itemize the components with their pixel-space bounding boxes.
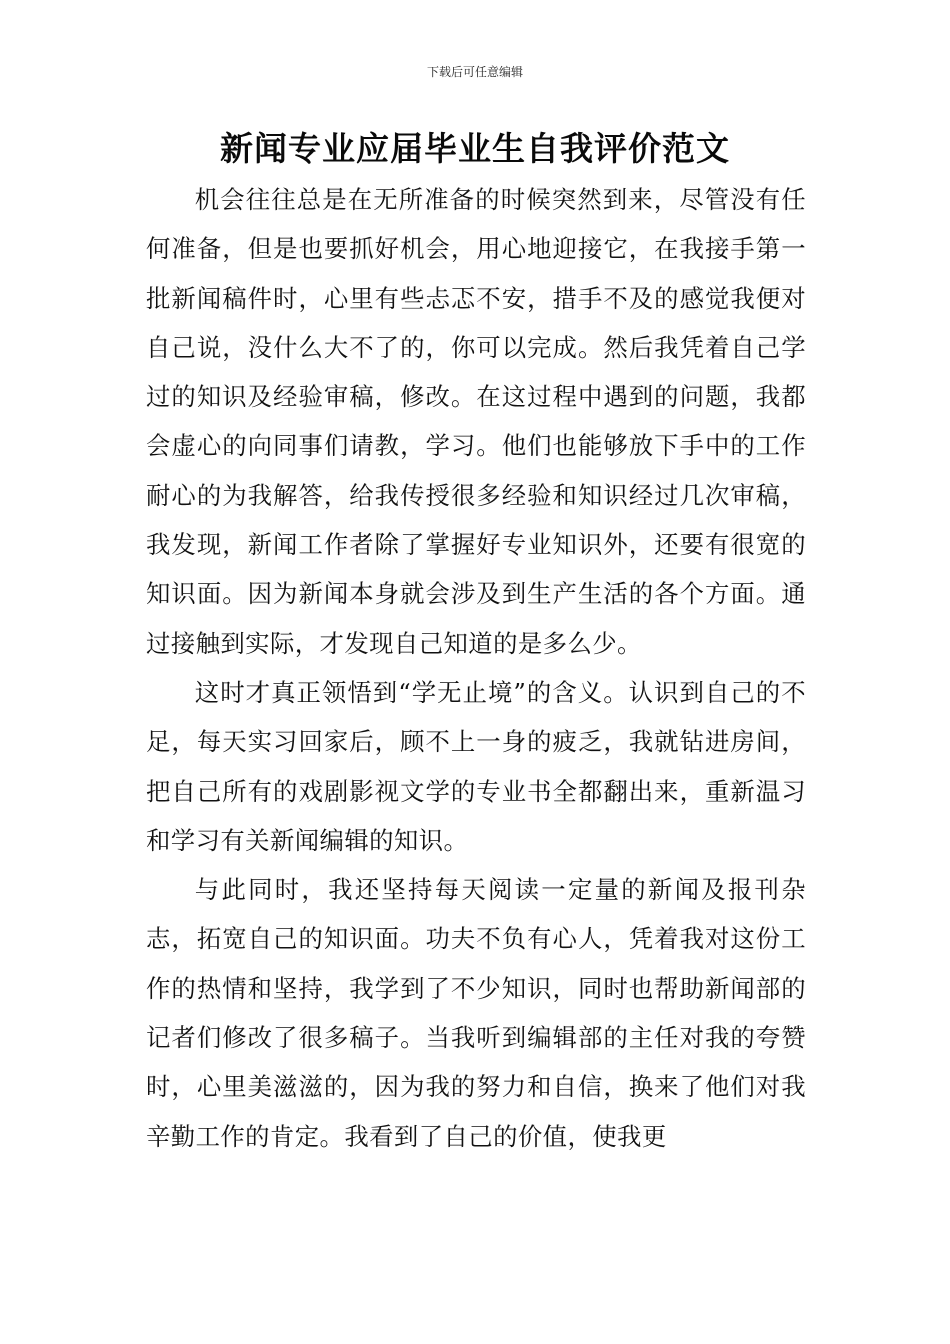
document-title: 新闻专业应届毕业生自我评价范文: [220, 129, 730, 168]
header-note: 下载后可任意编辑: [426, 65, 523, 79]
paragraph-2: 这时才真正领悟到“学无止境”的含义。认识到自己的不足，每天实习回家后，顾不上一身的疲乏，我就钻进房间，把自己所有的戏剧影视文学的专业书全都翻出来，重新温习和学习有关新闻编辑的知识。: [146, 677, 806, 855]
paragraph-3: 与此同时，我还坚持每天阅读一定量的新闻及报刊杂志，拓宽自己的知识面。功夫不负有心人，凭着我对这份工作的热情和坚持，我学到了不少知识，同时也帮助新闻部的记者们修改了很多稿子。当我听到编辑部的主任对我的夸赞时，心里美滋滋的，因为我的努力和自信，换来了他们对我辛勤工作的肯定。我看到了自己的价值，使我更: [146, 875, 806, 1151]
document-body: [146, 175, 806, 1161]
paragraph-1: 机会往往总是在无所准备的时候突然到来，尽管没有任何准备，但是也要抓好机会，用心地迎接它，在我接手第一批新闻稿件时，心里有些忐忑不安，措手不及的感觉我便对自己说，没什么大不了的，你可以完成。然后我凭着自己学过的知识及经验审稿，修改。在这过程中遇到的问题，我都会虚心的向同事们请教，学习。他们也能够放下手中的工作耐心的为我解答，给我传授很多经验和知识经过几次审稿，我发现，新闻工作者除了掌握好专业知识外，还要有很宽的知识面。因为新闻本身就会涉及到生产生活的各个方面。通过接触到实际，才发现自己知道的是多么少。: [146, 185, 806, 658]
